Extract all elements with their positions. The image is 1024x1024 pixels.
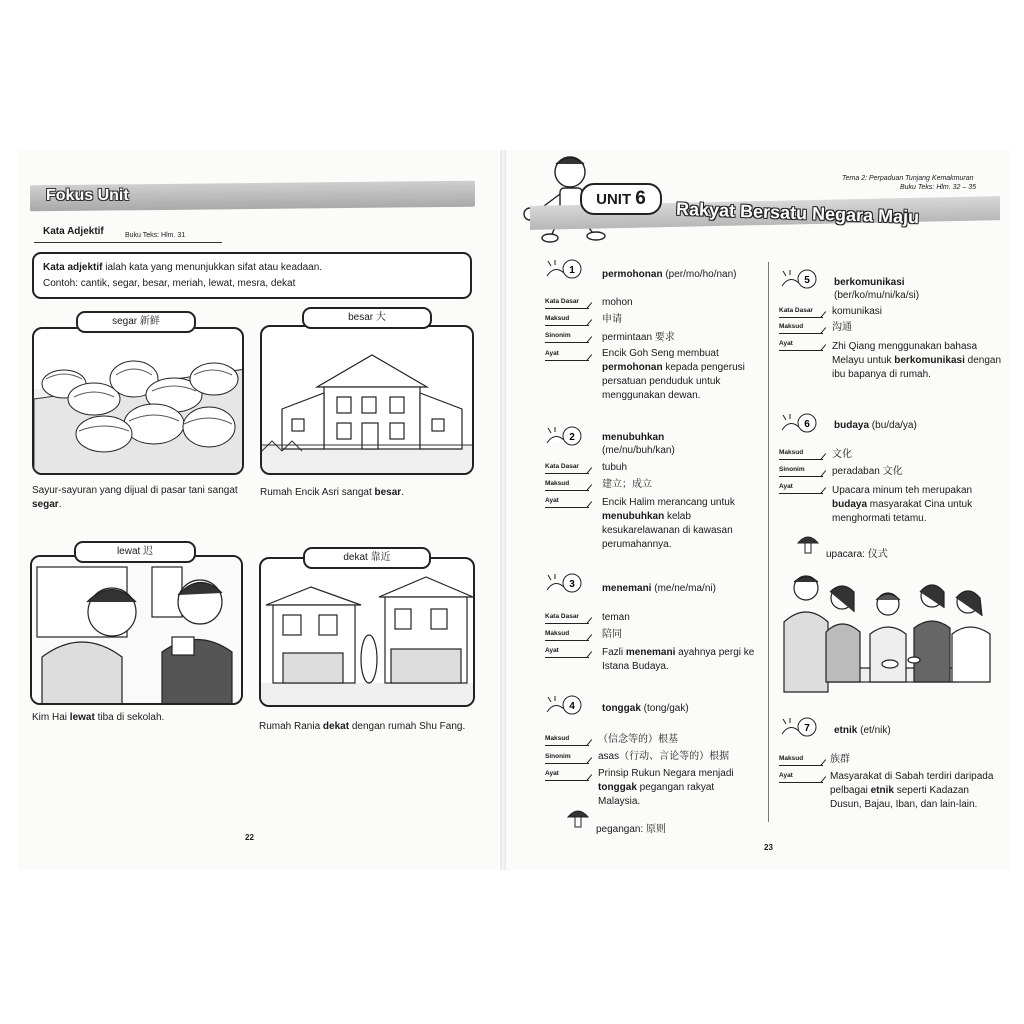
page-number-right: 23 <box>764 843 773 852</box>
ayat-keyword: menubuhkan <box>602 511 665 522</box>
picture-neighbour-houses <box>259 557 475 707</box>
entry-heading <box>834 724 1004 737</box>
entry-syllables: (per/mo/ho/nan) <box>665 269 737 280</box>
label-kata-dasar: Kata Dasar <box>545 297 589 309</box>
caption-besar <box>260 486 480 500</box>
entry-number: 4 <box>569 701 575 712</box>
caption-dekat <box>259 720 479 734</box>
neighbour-houses-illustration <box>261 559 475 707</box>
label-maksud: Maksud <box>545 479 589 491</box>
heading-underline <box>34 242 222 243</box>
ayat-text: Masyarakat di Sabah terdiri daripada pelbagai <box>830 771 994 796</box>
caption-keyword: dekat <box>322 721 350 732</box>
tema-reference: Tema 2: Perpaduan Tunjang Kemakmuran <box>842 175 974 182</box>
caption-end: dengan rumah Shu Fang. <box>349 721 466 732</box>
entry-syllables: (me/ne/ma/ni) <box>654 583 716 594</box>
label-ayat: Ayat <box>545 496 589 508</box>
entry-ayat <box>832 340 1002 382</box>
label-maksud: Maksud <box>545 629 589 641</box>
ayat-text: Zhi Qiang menggunakan bahasa Melayu untuk <box>832 341 978 366</box>
ayat-keyword: budaya <box>832 499 868 510</box>
label-maksud: Maksud <box>779 754 823 766</box>
entry-syllables: (et/nik) <box>860 725 891 736</box>
caption-keyword: besar <box>374 487 402 498</box>
column-divider <box>768 262 769 822</box>
buku-teks-ref-right: Buku Teks: Hlm. 32 – 35 <box>900 184 977 191</box>
picture-late-student <box>30 555 243 705</box>
entry-ayat <box>598 767 758 809</box>
entry-syllables: (bu/da/ya) <box>871 420 917 431</box>
label-maksud: Maksud <box>779 322 823 334</box>
entry-maksud: 沟通 <box>832 322 852 333</box>
page-number-left: 22 <box>245 833 254 842</box>
entry-syllables: (tong/gak) <box>643 703 689 714</box>
house-illustration <box>262 327 474 475</box>
ayat-text: Encik Halim merancang untuk <box>602 497 735 508</box>
label-kata-dasar: Kata Dasar <box>545 612 589 624</box>
entry-maksud: 文化 <box>832 449 852 460</box>
late-student-illustration <box>32 557 243 705</box>
caption-end: . <box>58 499 62 510</box>
entry-heading <box>602 702 762 715</box>
definition-box <box>32 252 472 299</box>
ayat-end: kepada pengerusi persatuan penduduk untuk menggunakan dewan. <box>602 362 745 401</box>
entry-number: 3 <box>569 579 575 590</box>
picture-big-house <box>260 325 474 475</box>
entry-heading <box>602 431 762 457</box>
ayat-text: Prinsip Rukun Negara menjadi <box>598 768 734 779</box>
entry-word: etnik <box>834 725 858 736</box>
unit-label: UNIT <box>596 191 632 208</box>
definition-rest: ialah kata yang menunjukkan sifat atau keadaan. <box>102 262 323 273</box>
label-sinonim: Sinonim <box>779 465 823 477</box>
ayat-end: dengan ibu bapanya di rumah. <box>832 355 1002 380</box>
entry-syllables: (ber/ko/mu/ni/ka/si) <box>834 290 920 301</box>
unit-number: 6 <box>635 188 646 209</box>
entry-heading <box>602 582 762 595</box>
entry-word: tonggak <box>602 703 641 714</box>
ayat-end: masyarakat Cina untuk menghormati tetamu. <box>832 499 973 524</box>
entry-number: 7 <box>804 723 810 734</box>
caption-keyword: lewat <box>69 712 95 723</box>
entry-number: 1 <box>569 265 575 276</box>
buku-teks-ref-left: Buku Teks: Hlm. 31 <box>125 232 186 239</box>
picture-vegetables <box>32 327 244 475</box>
entry-sinonim: permintaan 要求 <box>602 332 675 343</box>
kata-adjektif-heading: Kata Adjektif <box>43 226 104 237</box>
entry-word: permohonan <box>602 269 663 280</box>
entry-heading <box>834 276 1004 302</box>
entry-ayat <box>830 770 1002 812</box>
entry-ayat <box>602 347 762 403</box>
label-maksud: Maksud <box>545 314 589 326</box>
snail-number-icon <box>780 412 818 434</box>
entry-kata-dasar: mohon <box>602 297 633 308</box>
entry-ayat <box>602 496 762 552</box>
entry-heading <box>834 419 1004 432</box>
label-kata-dasar: Kata Dasar <box>545 462 589 474</box>
entry-number: 2 <box>569 432 575 443</box>
label-sinonim: Sinonim <box>545 752 589 764</box>
entry-note: upacara: 仪式 <box>826 549 888 560</box>
entry-word: menemani <box>602 583 652 594</box>
snail-number-icon <box>545 258 583 280</box>
unit-title: Rakyat Bersatu Negara Maju <box>675 198 920 228</box>
label-ayat: Ayat <box>545 349 589 361</box>
unit-badge <box>580 183 662 215</box>
label-ayat: Ayat <box>779 339 823 351</box>
snail-number-icon <box>545 425 583 447</box>
label-kata-dasar: Kata Dasar <box>779 306 823 318</box>
entry-number: 6 <box>804 419 810 430</box>
label-ayat: Ayat <box>779 771 823 783</box>
tea-ceremony-illustration <box>778 572 992 698</box>
mushroom-note-icon <box>796 533 820 555</box>
caption-lewat <box>32 711 257 725</box>
ayat-keyword: permohonan <box>602 362 663 373</box>
tag-segar: segar 新鲜 <box>76 311 196 333</box>
label-ayat: Ayat <box>545 769 589 781</box>
tag-besar: besar 大 <box>302 307 432 329</box>
snail-number-icon <box>780 268 818 290</box>
label-maksud: Maksud <box>545 734 589 746</box>
entry-maksud: 建立；成立 <box>602 479 652 490</box>
ayat-text: Fazli <box>602 647 626 658</box>
definition-examples: Contoh: cantik, segar, besar, meriah, lewat, mesra, dekat <box>43 278 296 289</box>
caption-text: Rumah Rania <box>259 721 323 732</box>
definition-text <box>43 262 322 273</box>
entry-note: pegangan: 原则 <box>596 824 667 835</box>
caption-text: Sayur-sayuran yang dijual di pasar tani sangat <box>32 485 238 496</box>
entry-sinonim: peradaban 文化 <box>832 466 903 477</box>
ayat-end: kelab kesukarelawanan di kawasan perumahannya. <box>602 511 733 550</box>
caption-keyword: segar <box>32 499 59 510</box>
label-ayat: Ayat <box>545 646 589 658</box>
entry-sinonim: asas（行动、言论等的）根据 <box>598 751 730 762</box>
snail-number-icon <box>545 572 583 594</box>
snail-number-icon <box>545 694 583 716</box>
tag-dekat: dekat 靠近 <box>303 547 431 569</box>
entry-ayat <box>832 484 1002 526</box>
entry-kata-dasar: tubuh <box>602 462 628 473</box>
mushroom-note-icon <box>566 807 590 829</box>
entry-maksud: 陪同 <box>602 629 622 640</box>
caption-text: Kim Hai <box>32 712 70 723</box>
snail-number-icon <box>780 716 818 738</box>
entry-ayat <box>602 646 762 674</box>
caption-end: tiba di sekolah. <box>94 712 165 723</box>
fokus-unit-title: Fokus Unit <box>46 187 129 204</box>
ayat-end: pegangan rakyat Malaysia. <box>598 782 715 807</box>
label-maksud: Maksud <box>779 448 823 460</box>
definition-term: Kata adjektif <box>43 262 103 273</box>
caption-text: Rumah Encik Asri sangat <box>260 487 375 498</box>
tag-lewat: lewat 迟 <box>74 541 196 563</box>
label-ayat: Ayat <box>779 482 823 494</box>
entry-heading <box>602 268 762 281</box>
ayat-keyword: berkomunikasi <box>894 355 965 366</box>
caption-end: . <box>401 487 404 498</box>
entry-syllables: (me/nu/buh/kan) <box>602 445 675 456</box>
entry-maksud: 申请 <box>602 314 622 325</box>
ayat-keyword: tonggak <box>598 782 637 793</box>
ayat-text: Encik Goh Seng membuat <box>602 348 719 359</box>
entry-kata-dasar: teman <box>602 612 630 623</box>
ayat-end: seperti Kadazan Dusun, Bajau, Iban, dan lain-lain. <box>830 785 978 810</box>
ayat-text: Upacara minum teh merupakan <box>832 485 973 496</box>
entry-word: budaya <box>834 420 870 431</box>
entry-maksud: 族群 <box>830 754 850 765</box>
entry-maksud: （信念等的）根基 <box>598 734 678 745</box>
entry-word: menubuhkan <box>602 432 665 443</box>
vegetables-illustration <box>34 329 244 475</box>
ayat-keyword: etnik <box>870 785 894 796</box>
ayat-end: ayahnya pergi ke Istana Budaya. <box>602 647 755 672</box>
ayat-keyword: menemani <box>625 647 676 658</box>
entry-word: berkomunikasi <box>834 277 905 288</box>
entry-number: 5 <box>804 275 810 286</box>
book-gutter <box>500 150 506 870</box>
entry-kata-dasar: komunikasi <box>832 306 883 317</box>
caption-segar <box>32 484 257 512</box>
label-sinonim: Sinonim <box>545 331 589 343</box>
